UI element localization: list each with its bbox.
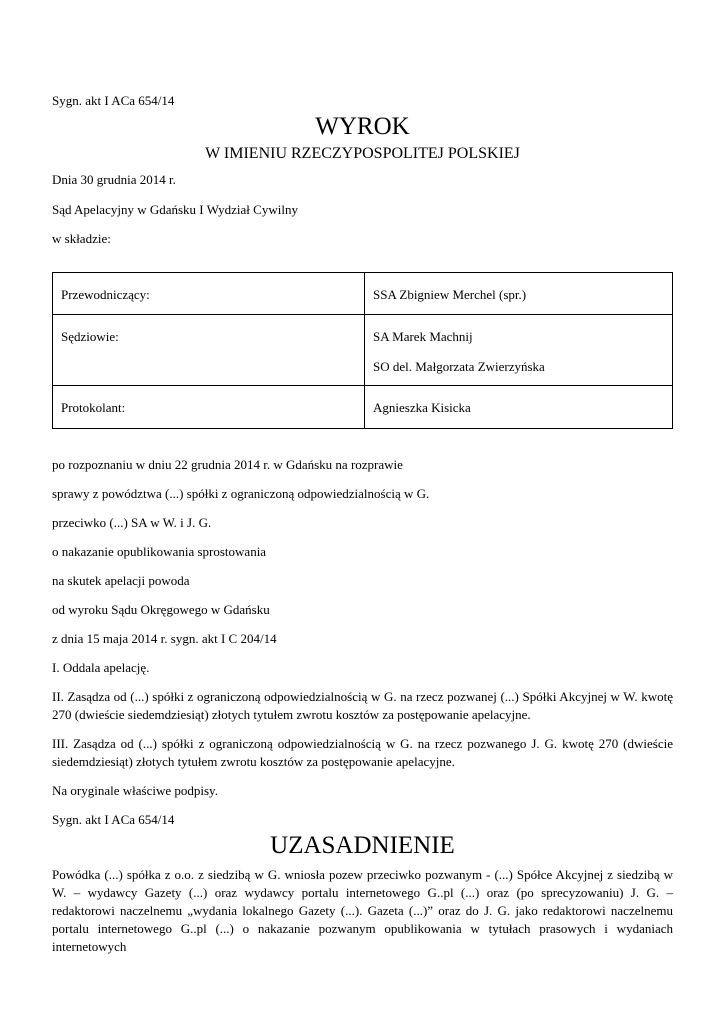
clerk-label: Protokolant: bbox=[61, 400, 126, 415]
case-line: o nakazanie opublikowania sprostowania bbox=[52, 544, 267, 559]
judgment-subtitle: W IMIENIU RZECZYPOSPOLITEJ POLSKIEJ bbox=[205, 145, 520, 162]
court-composition-table bbox=[52, 272, 673, 429]
judgment-date: Dnia 30 grudnia 2014 r. bbox=[52, 172, 176, 187]
case-signature: Sygn. akt I ACa 654/14 bbox=[52, 812, 175, 827]
table-row bbox=[53, 315, 673, 386]
justification-paragraph: Powódka (...) spółka z o.o. z siedzibą w G. wniosła pozew przeciwko pozwanym - (...) Spółce Akcyjnej z siedzibą w W. – wydawcy Gazety (...) oraz wydawcy portalu internetowego G..pl (...) oraz (po sprecyzowaniu) J. G. – redaktorowi naczelnemu „wydania lokalnego Gazety (...). Gazeta (...)” oraz do J. G. jako redaktorowi naczelnemu portalu internetowego G..pl (...) o nakazanie pozwanym opublikowania w tytułach prasowych i wydaniach internetowych bbox=[52, 867, 673, 954]
justification-title: UZASADNIENIE bbox=[270, 832, 455, 859]
case-signature: Sygn. akt I ACa 654/14 bbox=[52, 93, 175, 108]
table-row bbox=[53, 386, 673, 429]
clerk-name: Agnieszka Kisicka bbox=[373, 400, 471, 415]
ruling-item: II. Zasądza od (...) spółki z ograniczoną odpowiedzialnością w G. na rzecz pozwanej (...) Spółki Akcyjnej w W. kwotę 270 (dwieście siedemdziesiąt) złotych tytułem zwrotu kosztów za postępowanie apelacyjne. bbox=[52, 689, 673, 722]
presiding-judge: SSA Zbigniew Merchel (spr.) bbox=[373, 287, 527, 302]
ruling-item: I. Oddala apelację. bbox=[52, 660, 150, 675]
case-line: sprawy z powództwa (...) spółki z ograniczoną odpowiedzialnością w G. bbox=[52, 486, 430, 501]
ruling-item: III. Zasądza od (...) spółki z ograniczoną odpowiedzialnością w G. na rzecz pozwanego J. G. kwotę 270 (dwieście siedemdziesiąt) złotych tytułem zwrotu kosztów za postępowanie apelacyjne. bbox=[52, 736, 673, 769]
case-line: z dnia 15 maja 2014 r. sygn. akt I C 204/14 bbox=[52, 631, 277, 646]
table-row bbox=[53, 273, 673, 315]
judge-name: SO del. Małgorzata Zwierzyńska bbox=[373, 359, 545, 374]
case-line: po rozpoznaniu w dniu 22 grudnia 2014 r. w Gdańsku na rozprawie bbox=[52, 457, 403, 472]
case-line: od wyroku Sądu Okręgowego w Gdańsku bbox=[52, 602, 270, 617]
presiding-label: Przewodniczący: bbox=[61, 287, 150, 302]
judges-label: Sędziowie: bbox=[61, 329, 119, 344]
case-line: przeciwko (...) SA w W. i J. G. bbox=[52, 515, 212, 530]
signatures-note: Na oryginale właściwe podpisy. bbox=[52, 783, 218, 798]
judgment-title: WYROK bbox=[315, 113, 410, 140]
case-line: na skutek apelacji powoda bbox=[52, 573, 190, 588]
judge-name: SA Marek Machnij bbox=[373, 329, 473, 344]
court-name: Sąd Apelacyjny w Gdańsku I Wydział Cywilny bbox=[52, 202, 298, 217]
composition-intro: w składzie: bbox=[52, 231, 111, 246]
